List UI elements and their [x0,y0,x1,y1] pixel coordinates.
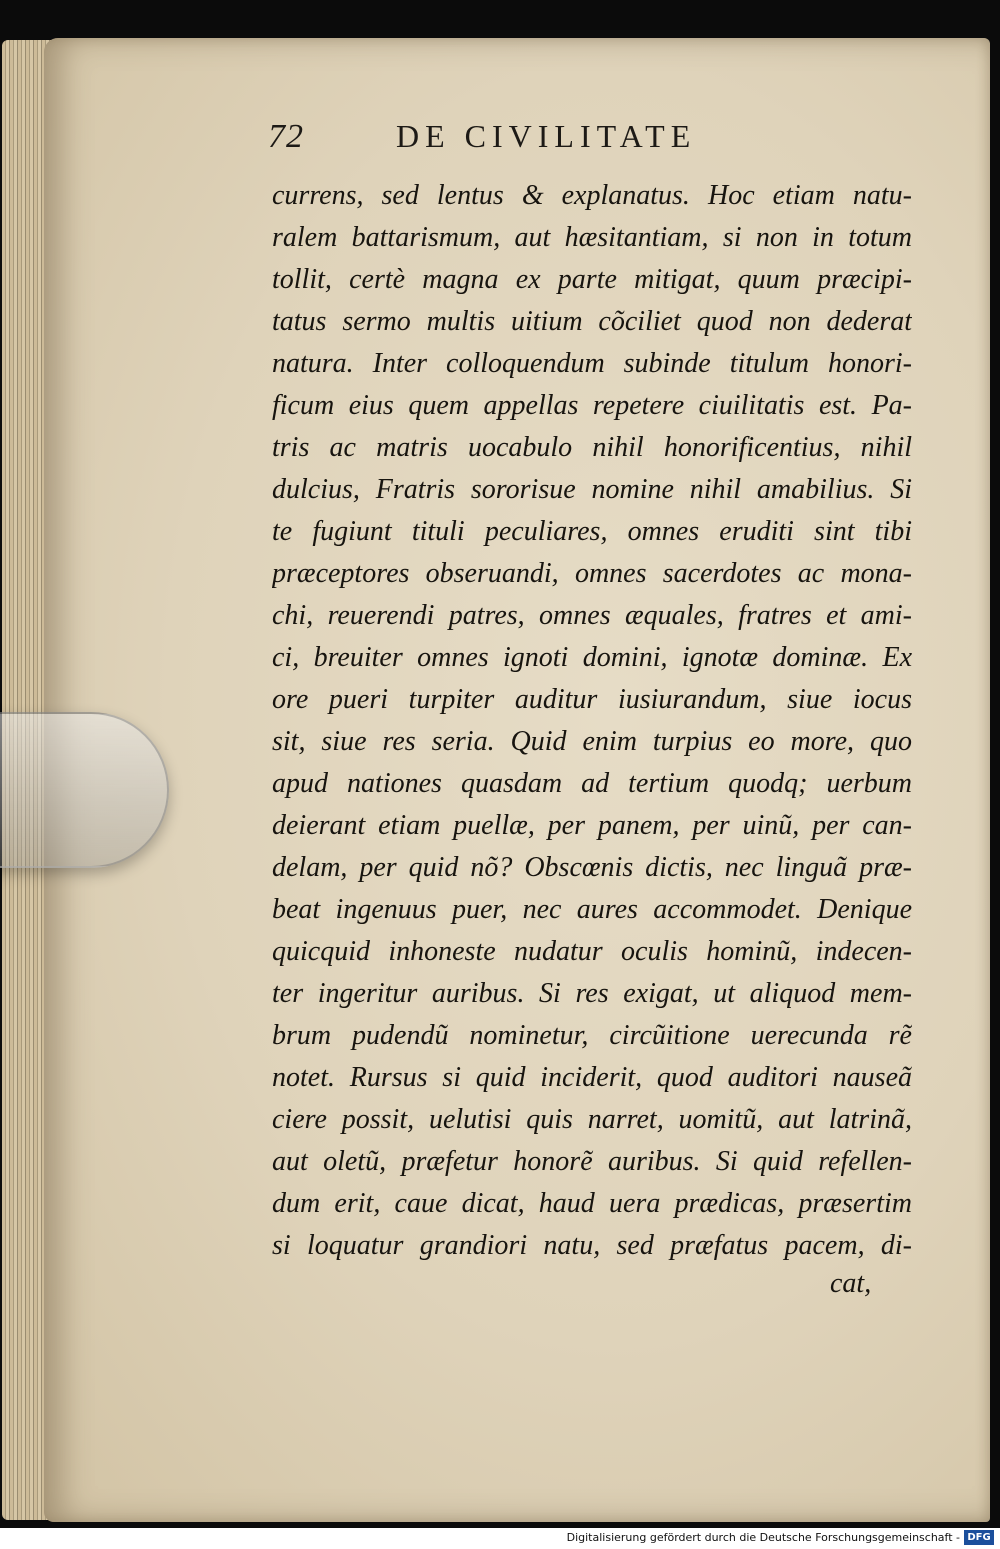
page-clip [0,712,169,868]
text-line: sit, siue res seria. Quid enim turpius eo more, quo [272,726,912,757]
text-line: currens, sed lentus & explanatus. Hoc etiam natu- [272,180,912,211]
running-title: DE CIVILITATE [396,118,697,154]
text-line: dum erit, caue dicat, haud uera prædicas, præsertim [272,1188,912,1219]
funding-credit: Digitalisierung gefördert durch die Deutsche Forschungsgemeinschaft - [566,1531,960,1544]
text-line: ter ingeritur auribus. Si res exigat, ut aliquod mem- [272,978,912,1009]
body-text [272,175,912,1267]
text-line: tollit, certè magna ex parte mitigat, quum præcipi- [272,264,912,295]
text-line: ore pueri turpiter auditur iusiurandum, siue iocus [272,684,912,715]
text-line: præceptores obseruandi, omnes sacerdotes ac mona- [272,558,912,589]
text-line: deierant etiam puellæ, per panem, per uinũ, per can- [272,810,912,841]
text-line: dulcius, Fratris sororisue nomine nihil amabilius. Si [272,474,912,505]
text-line: chi, reuerendi patres, omnes æquales, fratres et ami- [272,600,912,631]
text-line: ralem battarismum, aut hæsitantiam, si non in totum [272,222,912,253]
text-line: natura. Inter colloquendum subinde titulum honori- [272,348,912,379]
text-line: tris ac matris uocabulo nihil honorificentius, nihil [272,432,912,463]
text-line: tatus sermo multis uitium cõciliet quod non dederat [272,306,912,337]
page-number: 72 [268,118,304,155]
text-line: aut oletũ, præfetur honorẽ auribus. Si quid refellen- [272,1146,912,1177]
text-line: notet. Rursus si quid inciderit, quod auditori nauseã [272,1062,912,1093]
text-line: brum pudendũ nominetur, circũitione uerecunda rẽ [272,1020,912,1051]
text-line: quicquid inhoneste nudatur oculis hominũ, indecen- [272,936,912,967]
text-line: si loquatur grandiori natu, sed præfatus pacem, di- [272,1230,912,1261]
catchword: cat, [830,1268,872,1299]
text-line: delam, per quid nõ? Obscœnis dictis, nec linguã præ- [272,852,912,883]
text-line: beat ingenuus puer, nec aures accommodet. Denique [272,894,912,925]
footer-bar [0,1528,1000,1549]
text-line: apud nationes quasdam ad tertium quodq; uerbum [272,768,912,799]
text-line: ficum eius quem appellas repetere ciuilitatis est. Pa- [272,390,912,421]
page-header [268,118,748,158]
text-line: ci, breuiter omnes ignoti domini, ignotæ dominæ. Ex [272,642,912,673]
dfg-logo-icon: DFG [964,1530,994,1545]
text-line: ciere possit, uelutisi quis narret, uomitũ, aut latrinã, [272,1104,912,1135]
text-line: te fugiunt tituli peculiares, omnes eruditi sint tibi [272,516,912,547]
